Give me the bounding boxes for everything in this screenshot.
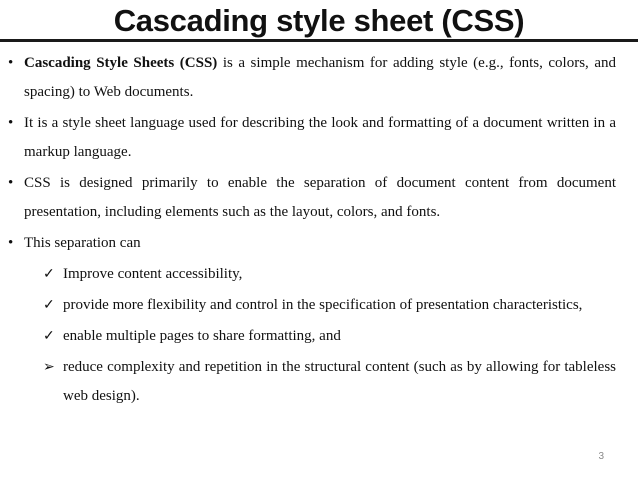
title-underline <box>0 39 638 42</box>
bullet-dot-icon: • <box>8 175 14 191</box>
sub-bullet-text: Improve content accessibility, <box>63 266 243 282</box>
bullet-item <box>0 229 638 258</box>
checkmark-icon: ✓ <box>43 329 55 344</box>
bullet-text: This separation can <box>24 235 141 251</box>
bullet-item <box>0 49 638 107</box>
slide-title: Cascading style sheet (CSS) <box>113 3 525 38</box>
bullet-bold-text: Cascading Style Sheets (CSS) <box>24 55 218 71</box>
page-number: 3 <box>598 451 604 462</box>
sub-bullet-text: provide more flexibility and control in the specification of presentation characteristics, <box>63 297 583 313</box>
sub-bullet-item <box>0 260 638 289</box>
bullet-dot-icon: • <box>8 55 14 71</box>
bullet-text: is a simple mechanism for adding style (e.g., fonts, colors, and spacing) to Web documents. <box>24 55 617 100</box>
bullet-item <box>0 169 638 227</box>
bullet-item <box>0 109 638 167</box>
bullet-text: It is a style sheet language used for describing the look and formatting of a document written in a markup language. <box>24 115 616 160</box>
sub-bullet-item <box>0 353 638 411</box>
sub-bullet-text: enable multiple pages to share formatting, and <box>63 328 341 344</box>
bullet-dot-icon: • <box>8 235 14 251</box>
checkmark-icon: ✓ <box>43 267 55 282</box>
slide-content <box>0 49 638 413</box>
sub-bullet-item <box>0 291 638 320</box>
arrow-bullet-icon: ➢ <box>43 360 55 375</box>
bullet-text: CSS is designed primarily to enable the separation of document content from document presentation, including elements such as the layout, colors, and fonts. <box>24 175 616 220</box>
bullet-dot-icon: • <box>8 115 14 131</box>
checkmark-icon: ✓ <box>43 298 55 313</box>
sub-bullet-text: reduce complexity and repetition in the structural content (such as by allowing for tableless web design). <box>63 359 616 404</box>
sub-bullet-item <box>0 322 638 351</box>
